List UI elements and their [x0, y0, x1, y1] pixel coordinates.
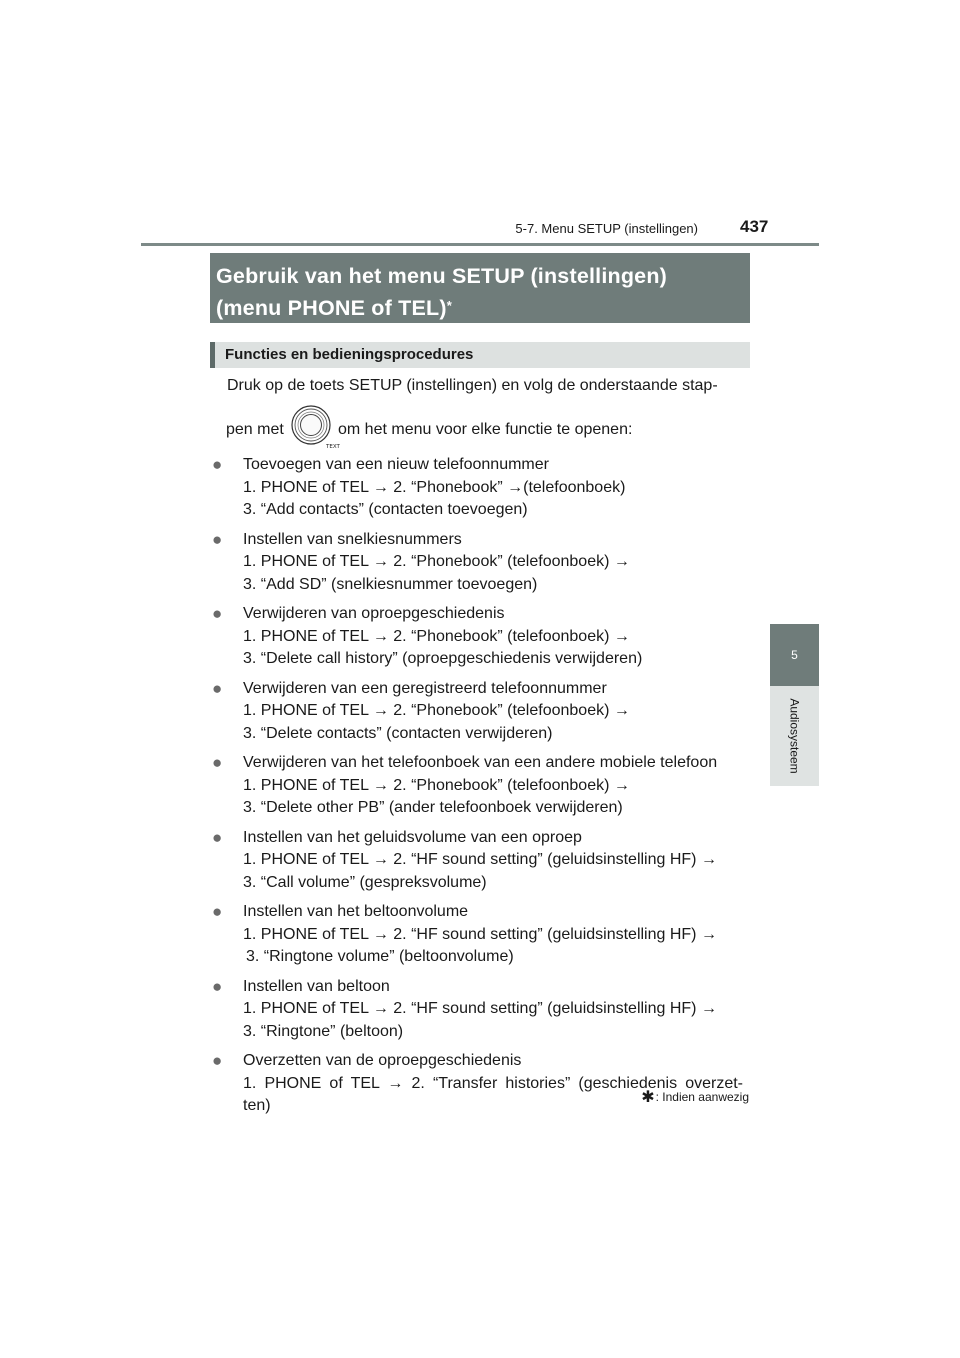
chapter-label-wrap — [770, 688, 819, 784]
bullet-icon: ● — [212, 678, 223, 698]
item-heading: Instellen van het geluidsvolume van een oproep — [243, 828, 582, 846]
item-step: 1. PHONE of TEL → 2. “Phonebook” (telefoonboek) → — [243, 627, 630, 645]
list-item — [212, 529, 752, 597]
function-list — [212, 454, 752, 1125]
item-step: 3. “Delete other PB” (ander telefoonboek verwijderen) — [243, 799, 623, 816]
bullet-icon: ● — [212, 976, 223, 996]
running-header-section: 5-7. Menu SETUP (instellingen) — [515, 221, 698, 236]
bullet-icon: ● — [212, 827, 223, 847]
bullet-icon: ● — [212, 1051, 223, 1070]
subheading: Functies en bedieningsprocedures — [225, 346, 474, 363]
item-step: 3. “Call volume” (gespreksvolume) — [243, 873, 487, 891]
item-heading: Verwijderen van een geregistreerd telefoonnummer — [243, 679, 607, 697]
chapter-tab — [770, 624, 819, 686]
section-title-line1: Gebruik van het menu SETUP (instellingen) — [216, 264, 668, 288]
title-asterisk: * — [446, 298, 453, 313]
bullet-icon: ● — [212, 455, 223, 474]
item-step: ten) — [243, 1097, 271, 1114]
item-step: 1. PHONE of TEL → 2. “Phonebook” →(telefoonboek) — [243, 478, 626, 496]
bullet-icon: ● — [212, 753, 223, 772]
item-heading: Verwijderen van het telefoonboek van een andere mobiele telefoon — [243, 754, 718, 771]
header-rule — [141, 243, 819, 246]
item-heading: Overzetten van de oproepgeschiedenis — [243, 1052, 522, 1069]
subheading-box — [210, 342, 750, 368]
footnote-text: : Indien aanwezig — [655, 1090, 749, 1104]
list-item — [212, 603, 752, 671]
item-step: 1. PHONE of TEL → 2. “HF sound setting” (geluidsinstelling HF) → — [243, 925, 717, 943]
chapter-label: Audiosysteem — [787, 698, 802, 774]
list-item — [212, 454, 752, 522]
list-item — [212, 827, 752, 895]
intro-line-1: Druk op de toets SETUP (instellingen) en volg de onderstaande stap- — [227, 377, 718, 394]
knob-label: TEXT — [326, 444, 340, 450]
item-step: 1. PHONE of TEL → 2. “Phonebook” (telefoonboek) → — [243, 553, 630, 570]
item-heading: Verwijderen van oproepgeschiedenis — [243, 605, 505, 622]
list-item — [212, 901, 752, 969]
list-item — [212, 976, 752, 1044]
item-step: 3. “Ringtone volume” (beltoonvolume) — [246, 948, 514, 965]
item-step: 3. “Delete contacts” (contacten verwijderen) — [243, 724, 553, 742]
item-step: 3. “Add SD” (snelkiesnummer toevoegen) — [243, 575, 538, 593]
page-number: 437 — [740, 217, 769, 236]
item-step: 1. PHONE of TEL → 2. “HF sound setting” (geluidsinstelling HF) → — [243, 1000, 717, 1017]
section-title — [210, 253, 750, 323]
intro-line-2-pre: pen met — [226, 421, 284, 438]
item-heading: Toevoegen van een nieuw telefoonnummer — [243, 456, 549, 473]
list-item — [212, 1050, 752, 1118]
item-step: 1. PHONE of TEL → 2. “Phonebook” (telefoonboek) → — [243, 702, 630, 719]
tune-knob-icon — [290, 403, 340, 450]
section-title-line2: (menu PHONE of TEL) — [216, 296, 447, 320]
footnote — [641, 1086, 749, 1106]
item-step: 3. “Delete call history” (oproepgeschiedenis verwijderen) — [243, 650, 643, 667]
bullet-icon: ● — [212, 902, 223, 921]
footnote-star-icon: ✱ — [641, 1089, 655, 1106]
chapter-number: 5 — [791, 648, 798, 662]
intro-line-2-post: om het menu voor elke functie te openen: — [338, 421, 633, 438]
item-heading: Instellen van snelkiesnummers — [243, 530, 462, 548]
item-step: 1. PHONE of TEL → 2. “Transfer histories” (geschiedenis overzet- — [243, 1074, 743, 1092]
list-item — [212, 752, 752, 820]
list-item — [212, 678, 752, 746]
item-heading: Instellen van beltoon — [243, 977, 390, 995]
item-heading: Instellen van het beltoonvolume — [243, 903, 469, 920]
item-step: 3. “Ringtone” (beltoon) — [243, 1022, 404, 1040]
item-step: 3. “Add contacts” (contacten toevoegen) — [243, 501, 528, 518]
subheading-accent — [210, 342, 215, 368]
item-step: 1. PHONE of TEL → 2. “Phonebook” (telefoonboek) → — [243, 776, 630, 794]
section-title-line2-wrap — [216, 292, 750, 324]
item-step: 1. PHONE of TEL → 2. “HF sound setting” (geluidsinstelling HF) → — [243, 851, 717, 868]
bullet-icon: ● — [212, 604, 223, 623]
bullet-icon: ● — [212, 529, 223, 549]
